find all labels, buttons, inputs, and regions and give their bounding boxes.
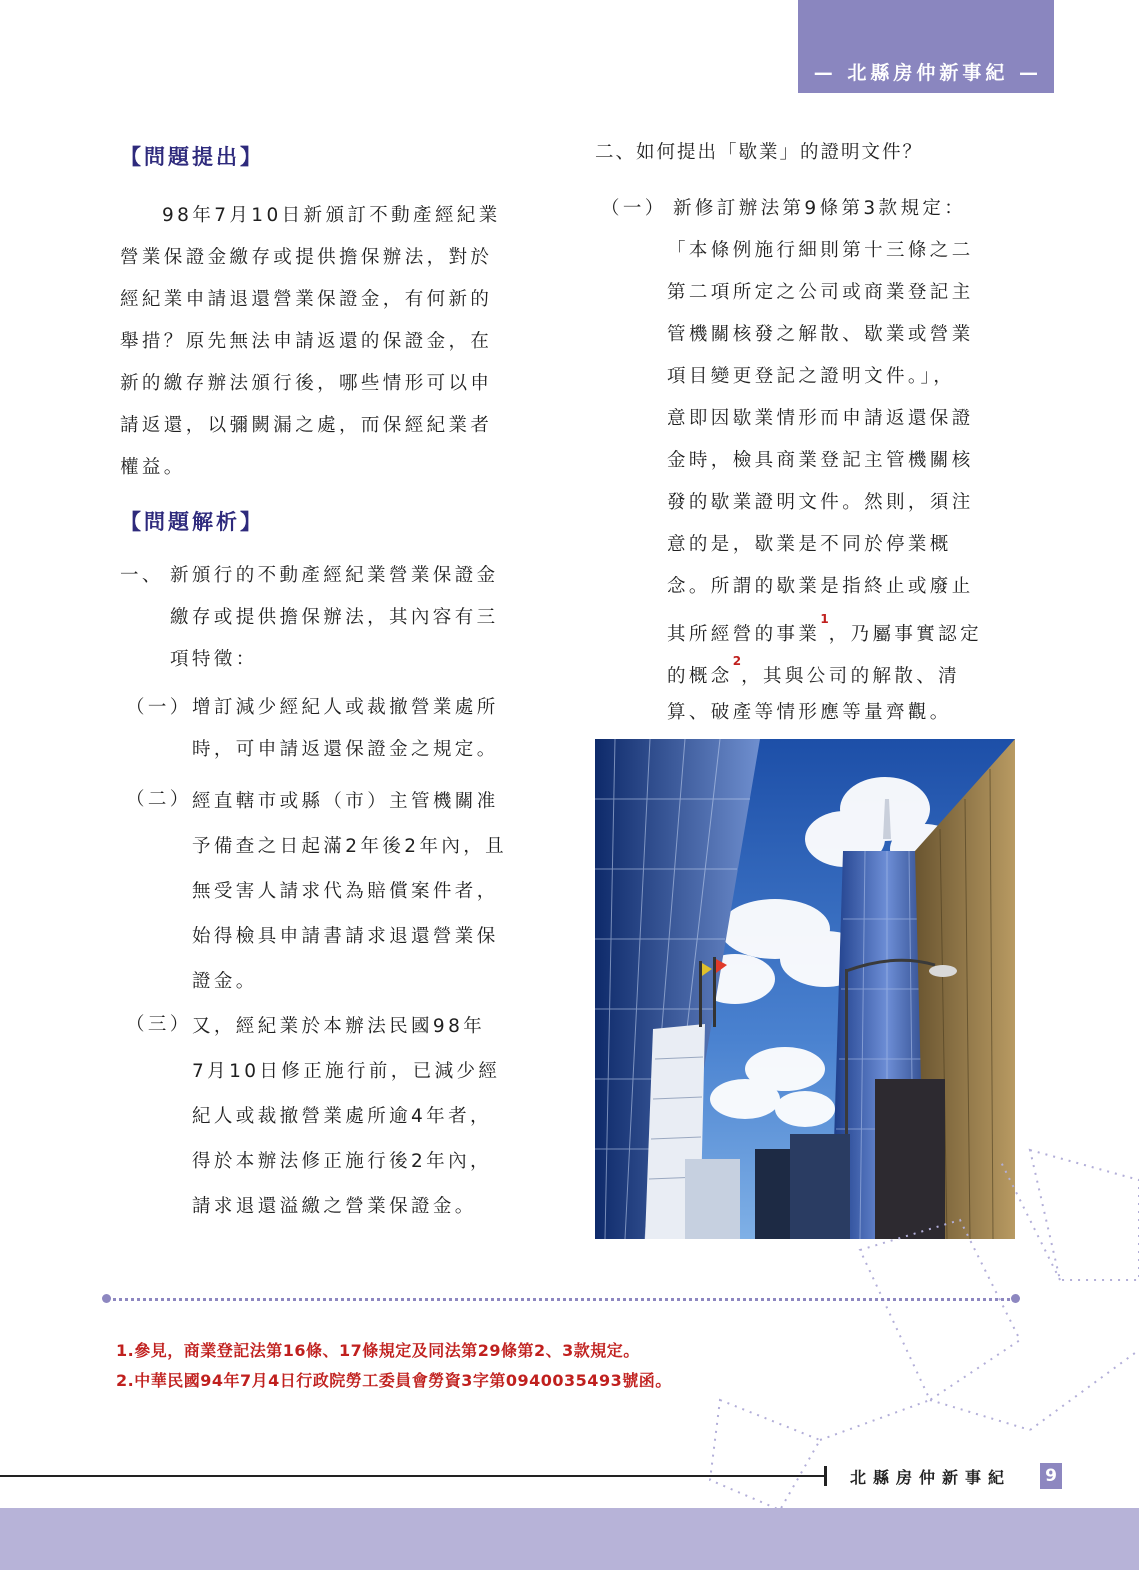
right-sub1-line-footref1: [667, 608, 982, 650]
right-sub1-line: 意即因歇業情形而申請返還保證: [667, 408, 974, 429]
heading-analysis: 【問題解析】: [120, 510, 264, 534]
decorative-dotted-lines: [700, 1100, 1139, 1510]
sub2-line: 經直轄市或縣（市）主管機關准: [192, 791, 499, 812]
right-sub1-line: 金時，檢具商業登記主管機關核: [667, 450, 974, 471]
sub3-line: 請求退還溢繳之營業保證金。: [192, 1196, 477, 1217]
item1-body: [170, 555, 499, 681]
right-sub1-line: 第二項所定之公司或商業登記主: [667, 282, 974, 303]
intro-line: 權益。: [120, 457, 186, 478]
footer-rule: [0, 1475, 826, 1477]
intro-line: 98年7月10日新頒訂不動產經紀業: [162, 205, 501, 226]
sub1-line: 時，可申請返還保證金之規定。: [192, 739, 499, 760]
item1-line: 項特徵：: [170, 649, 258, 670]
footer-title: 北縣房仲新事紀: [850, 1468, 1012, 1487]
right-sub1-line: 發的歇業證明文件。然則，須注: [667, 492, 974, 513]
sub1-line: 增訂減少經紀人或裁撤營業處所: [192, 697, 499, 718]
right-sub1-line: 意的是，歇業是不同於停業概: [667, 534, 952, 555]
heading-question: 【問題提出】: [120, 145, 264, 169]
right-sub1-line: 念。所謂的歇業是指終止或廢止: [667, 576, 974, 597]
sub3-line: 又，經紀業於本辦法民國98年: [192, 1016, 486, 1037]
header-title: — 北縣房仲新事紀 —: [813, 62, 1042, 84]
sub2-line: 無受害人請求代為賠償案件者，: [192, 881, 499, 902]
line-text: 的概念: [667, 666, 733, 688]
sub2-line: 始得檢具申請書請求退還營業保: [192, 926, 499, 947]
sub2-label: （二）: [126, 789, 192, 810]
footnote-2: 2.中華民國94年7月4日行政院勞工委員會勞資3字第0940035493號函。: [116, 1371, 672, 1390]
right-sub1-line: 「本條例施行細則第十三條之二: [667, 240, 974, 261]
right-sub1-line: 管機關核發之解散、歇業或營業: [667, 324, 974, 345]
item1-line: 繳存或提供擔保辦法，其內容有三: [170, 607, 499, 628]
right-sub1-line-footref2: [667, 650, 982, 692]
sub3-label: （三）: [126, 1014, 192, 1035]
intro-paragraph: [120, 195, 501, 489]
intro-line: 新的繳存辦法頒行後，哪些情形可以申: [120, 373, 493, 394]
page-number: 9: [1040, 1463, 1062, 1489]
line-text: ，乃屬事實認定: [828, 624, 982, 646]
item1-line: 新頒行的不動產經紀業營業保證金: [170, 565, 499, 586]
footer-rule-tick: [824, 1466, 827, 1486]
sub3-line: 得於本辦法修正施行後2年內，: [192, 1151, 492, 1172]
sub1-label: （一）: [126, 697, 192, 718]
sub3-body: [192, 1004, 500, 1229]
right-sub1-line: 項目變更登記之證明文件。」，: [667, 366, 956, 387]
right-sub1-first: [673, 188, 966, 230]
intro-line: 營業保證金繳存或提供擔保辦法，對於: [120, 247, 493, 268]
sub3-line: 7月10日修正施行前，已減少經: [192, 1061, 501, 1082]
sub1-body: [192, 687, 499, 771]
footnote-divider: [106, 1298, 1018, 1301]
right-sub1-body: [667, 230, 982, 734]
intro-line: 請返還，以彌闕漏之處，而保經紀業者: [120, 415, 493, 436]
divider-dot-left: [102, 1294, 111, 1303]
line-text: 其所經營的事業: [667, 624, 821, 646]
line-text: ，其與公司的解散、清: [741, 666, 961, 688]
bottom-band: [0, 1508, 1139, 1570]
divider-dot-right: [1011, 1294, 1020, 1303]
right-sub1-first-text: 新修訂辦法第9條第3款規定：: [673, 198, 967, 219]
item2-title: [595, 132, 923, 174]
intro-line: 經紀業申請退還營業保證金，有何新的: [120, 289, 493, 310]
right-sub1-label: （一）: [601, 198, 667, 219]
sub3-line: 紀人或裁撤營業處所逾4年者，: [192, 1106, 492, 1127]
header-tab: [798, 0, 1054, 93]
right-sub1-line: 算、破產等情形應等量齊觀。: [667, 702, 952, 723]
sub2-line: 證金。: [192, 971, 258, 992]
sub2-line: 予備查之日起滿2年後2年內，且: [192, 836, 508, 857]
item1-label: 一、: [120, 565, 164, 586]
sub2-body: [192, 779, 507, 1004]
footnote-1: 1.參見，商業登記法第16條、17條規定及同法第29條第2、3款規定。: [116, 1341, 640, 1360]
intro-line: 舉措？原先無法申請返還的保證金，在: [120, 331, 493, 352]
footnote-ref-1[interactable]: 1: [820, 612, 829, 626]
footnote-ref-2[interactable]: 2: [732, 654, 742, 668]
item2-title-text: 二、如何提出「歇業」的證明文件？: [595, 142, 924, 163]
